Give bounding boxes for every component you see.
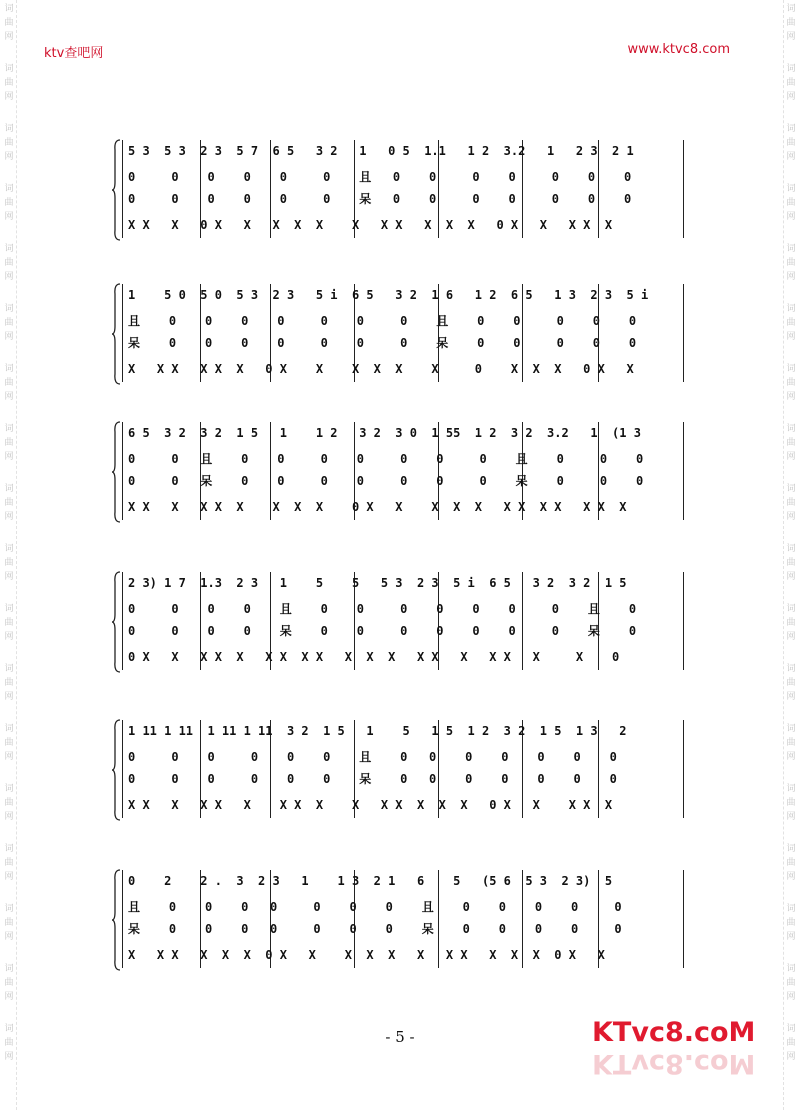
watermark-char: 曲 — [786, 618, 796, 628]
system-end-barline — [683, 140, 684, 238]
watermark-char: 网 — [4, 632, 14, 642]
watermark-char: 网 — [786, 452, 796, 462]
watermark-char: 网 — [786, 1052, 796, 1062]
watermark-char: 曲 — [786, 678, 796, 688]
melody-row: 6 5 3 2 3 2 1 5 1 1 2 3 2 3 0 1 55 1 2 3 2 3.2 1 (1 3 — [128, 426, 641, 440]
accompaniment-row: 0 0 且 0 0 0 0 0 0 0 且 0 0 0 — [128, 452, 644, 466]
watermark-char: 曲 — [786, 858, 796, 868]
watermark-glyph-group — [784, 300, 798, 360]
watermark-char: 词 — [786, 124, 796, 134]
watermark-char: 网 — [4, 812, 14, 822]
watermark-char: 曲 — [786, 78, 796, 88]
percussion-row: X X X X X X X X X X X X X X X 0 X X X X X — [128, 798, 613, 812]
watermark-char: 词 — [4, 1024, 14, 1034]
watermark-char: 网 — [786, 212, 796, 222]
page-number: - 5 - — [385, 1028, 415, 1046]
watermark-char: 网 — [4, 212, 14, 222]
site-url-header[interactable]: www.ktvc8.com — [627, 42, 730, 57]
watermark-char: 曲 — [786, 978, 796, 988]
watermark-char: 词 — [786, 544, 796, 554]
watermark-glyph-group — [2, 0, 16, 60]
watermark-char: 网 — [4, 1052, 14, 1062]
watermark-char: 词 — [4, 904, 14, 914]
watermark-char: 词 — [4, 484, 14, 494]
watermark-char: 网 — [786, 932, 796, 942]
logo-reflection: KTvc8.coM — [592, 1048, 756, 1079]
watermark-char: 网 — [786, 272, 796, 282]
watermark-char: 曲 — [4, 18, 14, 28]
watermark-char: 曲 — [4, 978, 14, 988]
percussion-row: X X X 0 X X X X X X X X X X X 0 X X X X X — [128, 218, 613, 232]
watermark-char: 词 — [786, 4, 796, 14]
accompaniment-row: 0 0 0 0 呆 0 0 0 0 0 0 0 呆 0 — [128, 624, 637, 638]
watermark-glyph-group — [2, 540, 16, 600]
score-system — [118, 136, 684, 244]
watermark-char: 词 — [4, 4, 14, 14]
watermark-char: 网 — [786, 752, 796, 762]
watermark-char: 网 — [4, 752, 14, 762]
watermark-glyph-group — [2, 660, 16, 720]
watermark-char: 曲 — [786, 498, 796, 508]
score-system — [118, 568, 684, 676]
watermark-char: 词 — [786, 784, 796, 794]
watermark-char: 网 — [786, 872, 796, 882]
watermark-char: 曲 — [786, 258, 796, 268]
right-watermark-strip — [783, 0, 798, 1110]
watermark-char: 词 — [4, 244, 14, 254]
watermark-char: 曲 — [4, 378, 14, 388]
percussion-row: X X X X X X 0 X X X X X X X X X X X 0 X X — [128, 948, 605, 962]
watermark-glyph-group — [2, 60, 16, 120]
score-system — [118, 418, 684, 526]
watermark-glyph-group — [784, 720, 798, 780]
percussion-row: X X X X X X 0 X X X X X X 0 X X X 0 X X — [128, 362, 634, 376]
site-logo[interactable] — [592, 1017, 756, 1098]
system-start-barline — [122, 572, 123, 670]
watermark-char: 曲 — [4, 678, 14, 688]
watermark-char: 网 — [4, 452, 14, 462]
system-start-barline — [122, 422, 123, 520]
watermark-glyph-group — [784, 60, 798, 120]
watermark-char: 词 — [4, 184, 14, 194]
watermark-char: 曲 — [786, 798, 796, 808]
watermark-char: 词 — [4, 604, 14, 614]
watermark-char: 曲 — [4, 498, 14, 508]
watermark-char: 网 — [786, 692, 796, 702]
system-brace — [112, 280, 122, 388]
system-brace — [112, 568, 122, 676]
score-system — [118, 866, 684, 974]
watermark-char: 词 — [4, 124, 14, 134]
watermark-char: 曲 — [786, 558, 796, 568]
watermark-glyph-group — [2, 900, 16, 960]
watermark-glyph-group — [784, 420, 798, 480]
watermark-char: 网 — [786, 392, 796, 402]
percussion-row: 0 X X X X X X X X X X X X X X X X X X X 0 — [128, 650, 620, 664]
accompaniment-row: 且 0 0 0 0 0 0 0 且 0 0 0 0 0 — [128, 314, 637, 328]
watermark-glyph-group — [2, 360, 16, 420]
watermark-char: 曲 — [4, 918, 14, 928]
watermark-char: 曲 — [786, 738, 796, 748]
watermark-glyph-group — [784, 780, 798, 840]
watermark-char: 网 — [786, 572, 796, 582]
watermark-char: 网 — [4, 872, 14, 882]
watermark-char: 词 — [4, 784, 14, 794]
watermark-char: 曲 — [4, 1038, 14, 1048]
melody-row: 1 11 1 11 1 11 1 11 3 2 1 5 1 5 1 5 1 2 3 2 1 5 1 3 2 — [128, 724, 627, 738]
watermark-char: 曲 — [786, 438, 796, 448]
watermark-char: 网 — [4, 332, 14, 342]
system-start-barline — [122, 284, 123, 382]
watermark-char: 网 — [4, 512, 14, 522]
left-watermark-strip — [2, 0, 17, 1110]
watermark-char: 网 — [4, 92, 14, 102]
system-start-barline — [122, 870, 123, 968]
watermark-glyph-group — [784, 180, 798, 240]
watermark-char: 词 — [786, 724, 796, 734]
watermark-char: 曲 — [786, 198, 796, 208]
watermark-char: 词 — [4, 304, 14, 314]
accompaniment-row: 0 0 0 0 且 0 0 0 0 0 0 0 且 0 — [128, 602, 637, 616]
watermark-char: 曲 — [786, 138, 796, 148]
logo-text: KTvc8.coM — [592, 1017, 756, 1048]
watermark-char: 网 — [786, 32, 796, 42]
accompaniment-row: 0 0 呆 0 0 0 0 0 0 0 呆 0 0 0 — [128, 474, 644, 488]
watermark-glyph-group — [2, 120, 16, 180]
watermark-char: 网 — [786, 332, 796, 342]
system-end-barline — [683, 572, 684, 670]
watermark-glyph-group — [784, 660, 798, 720]
accompaniment-row: 且 0 0 0 0 0 0 0 且 0 0 0 0 0 — [128, 900, 622, 914]
watermark-glyph-group — [784, 0, 798, 60]
watermark-char: 词 — [786, 304, 796, 314]
watermark-char: 词 — [786, 364, 796, 374]
watermark-char: 词 — [4, 724, 14, 734]
system-brace — [112, 418, 122, 526]
system-start-barline — [122, 720, 123, 818]
watermark-glyph-group — [784, 840, 798, 900]
accompaniment-row: 呆 0 0 0 0 0 0 0 呆 0 0 0 0 0 — [128, 336, 637, 350]
watermark-char: 词 — [4, 664, 14, 674]
melody-row: 1 5 0 5 0 5 3 2 3 5 i 6 5 3 2 1 6 1 2 6 5 1 3 2 3 5 i — [128, 288, 649, 302]
watermark-char: 曲 — [4, 858, 14, 868]
watermark-glyph-group — [2, 840, 16, 900]
system-end-barline — [683, 284, 684, 382]
melody-row: 2 3) 1 7 1.3 2 3 1 5 5 5 3 2 3 5 i 6 5 3 2 3 2 1 5 — [128, 576, 627, 590]
melody-row: 0 2 2 . 3 2 3 1 1 3 2 1 6 5 (5 6 5 3 2 3) 5 — [128, 874, 613, 888]
watermark-char: 网 — [786, 152, 796, 162]
system-brace — [112, 866, 122, 974]
watermark-char: 词 — [786, 844, 796, 854]
watermark-char: 词 — [786, 244, 796, 254]
watermark-char: 曲 — [4, 558, 14, 568]
watermark-glyph-group — [784, 600, 798, 660]
watermark-char: 词 — [786, 1024, 796, 1034]
watermark-glyph-group — [784, 900, 798, 960]
system-end-barline — [683, 720, 684, 818]
site-name-header[interactable]: ktv查吧网 — [44, 46, 104, 61]
system-start-barline — [122, 140, 123, 238]
watermark-glyph-group — [2, 600, 16, 660]
watermark-glyph-group — [2, 720, 16, 780]
watermark-char: 词 — [4, 544, 14, 554]
watermark-char: 词 — [786, 964, 796, 974]
watermark-char: 词 — [4, 424, 14, 434]
accompaniment-row: 呆 0 0 0 0 0 0 0 呆 0 0 0 0 0 — [128, 922, 622, 936]
watermark-char: 曲 — [4, 438, 14, 448]
score-system — [118, 280, 684, 388]
score-system — [118, 716, 684, 824]
watermark-char: 曲 — [4, 258, 14, 268]
watermark-char: 词 — [4, 844, 14, 854]
watermark-char: 网 — [786, 992, 796, 1002]
watermark-char: 网 — [4, 572, 14, 582]
watermark-glyph-group — [784, 540, 798, 600]
watermark-glyph-group — [2, 240, 16, 300]
watermark-char: 曲 — [4, 618, 14, 628]
watermark-char: 曲 — [786, 1038, 796, 1048]
watermark-char: 曲 — [4, 798, 14, 808]
watermark-char: 词 — [4, 964, 14, 974]
watermark-char: 网 — [786, 632, 796, 642]
watermark-char: 曲 — [786, 18, 796, 28]
watermark-char: 网 — [4, 392, 14, 402]
system-end-barline — [683, 870, 684, 968]
watermark-char: 曲 — [786, 318, 796, 328]
watermark-glyph-group — [784, 960, 798, 1020]
watermark-char: 曲 — [4, 738, 14, 748]
watermark-char: 网 — [4, 32, 14, 42]
watermark-char: 曲 — [4, 318, 14, 328]
watermark-char: 词 — [786, 484, 796, 494]
watermark-char: 词 — [786, 64, 796, 74]
watermark-glyph-group — [784, 120, 798, 180]
accompaniment-row: 0 0 0 0 0 0 呆 0 0 0 0 0 0 0 — [128, 772, 617, 786]
watermark-glyph-group — [2, 300, 16, 360]
watermark-char: 网 — [4, 152, 14, 162]
watermark-glyph-group — [784, 480, 798, 540]
watermark-char: 词 — [786, 904, 796, 914]
percussion-row: X X X X X X X X X 0 X X X X X X X X X X X X — [128, 500, 627, 514]
watermark-char: 网 — [4, 692, 14, 702]
accompaniment-row: 0 0 0 0 0 0 且 0 0 0 0 0 0 0 — [128, 750, 617, 764]
watermark-char: 网 — [786, 812, 796, 822]
watermark-glyph-group — [784, 240, 798, 300]
watermark-char: 词 — [786, 664, 796, 674]
system-end-barline — [683, 422, 684, 520]
watermark-char: 词 — [786, 424, 796, 434]
watermark-glyph-group — [784, 360, 798, 420]
watermark-char: 网 — [786, 92, 796, 102]
watermark-char: 曲 — [4, 198, 14, 208]
watermark-char: 词 — [786, 184, 796, 194]
watermark-char: 词 — [786, 604, 796, 614]
watermark-glyph-group — [2, 480, 16, 540]
watermark-char: 网 — [4, 272, 14, 282]
watermark-char: 网 — [4, 932, 14, 942]
watermark-char: 曲 — [786, 918, 796, 928]
accompaniment-row: 0 0 0 0 0 0 呆 0 0 0 0 0 0 0 — [128, 192, 632, 206]
system-brace — [112, 716, 122, 824]
melody-row: 5 3 5 3 2 3 5 7 6 5 3 2 1 0 5 1.1 1 2 3.2 1 2 3 2 1 — [128, 144, 634, 158]
watermark-char: 词 — [4, 64, 14, 74]
accompaniment-row: 0 0 0 0 0 0 且 0 0 0 0 0 0 0 — [128, 170, 632, 184]
watermark-glyph-group — [2, 420, 16, 480]
watermark-char: 网 — [4, 992, 14, 1002]
system-brace — [112, 136, 122, 244]
watermark-glyph-group — [2, 780, 16, 840]
watermark-char: 曲 — [786, 378, 796, 388]
watermark-glyph-group — [2, 960, 16, 1020]
watermark-char: 网 — [786, 512, 796, 522]
watermark-glyph-group — [2, 180, 16, 240]
watermark-char: 曲 — [4, 138, 14, 148]
watermark-char: 曲 — [4, 78, 14, 88]
watermark-char: 词 — [4, 364, 14, 374]
